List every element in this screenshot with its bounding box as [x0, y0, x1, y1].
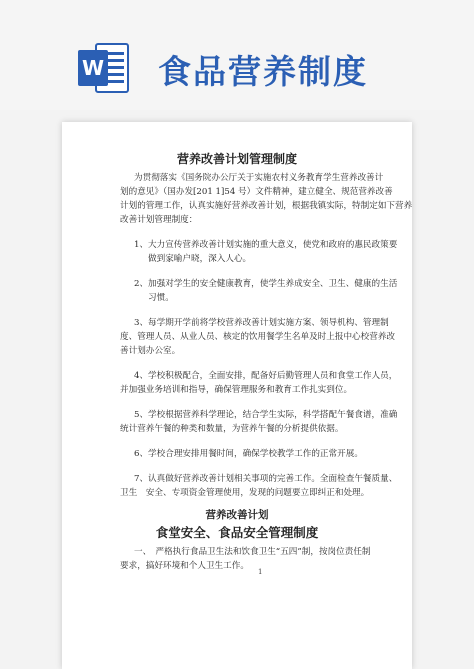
document-page — [62, 122, 412, 669]
paragraph-line: 划的意见》（国办发[201 1]54 号）文件精神，建立健全、规范营养改善 — [120, 187, 393, 197]
paragraph-line: 统计营养午餐的种类和数量，为营养午餐的分析提供依据。 — [120, 424, 344, 434]
paragraph-line: 习惯。 — [148, 293, 174, 303]
section-title: 营养改善计划 — [205, 509, 269, 521]
paragraph-line: 2、加强对学生的安全健康教育，使学生养成安全、卫生、健康的生活 — [134, 279, 398, 289]
paragraph-line: 度、管理人员、从业人员、核定的饮用餐学生名单及时上报中心校营养改 — [120, 332, 396, 342]
paragraph-line: 卫生 安全、专项资金管理使用，发现的问题要立即纠正和处理。 — [120, 488, 370, 498]
banner — [0, 0, 474, 110]
paragraph-line: 5、学校根据营养科学理论，结合学生实际，科学搭配午餐食谱，准确 — [134, 410, 398, 420]
paragraph-line: 做到家喻户晓，深入人心。 — [148, 254, 252, 264]
paragraph-line: 6、学校合理安排用餐时间，确保学校教学工作的正常开展。 — [134, 449, 363, 459]
paragraph-line: 3、每学期开学前将学校营养改善计划实施方案、领导机构、管理制 — [134, 318, 389, 328]
paragraph-line: 善计划办公室。 — [120, 346, 181, 356]
banner-title: 食品营养制度 — [158, 52, 368, 91]
svg-text:W: W — [81, 56, 105, 80]
paragraph-line: 计划的管理工作，认真实施好营养改善计划，根据我镇实际，特制定如下营养 — [120, 201, 412, 211]
document-title: 营养改善计划管理制度 — [176, 152, 297, 166]
paragraph-line: 改善计划管理制度： — [120, 215, 198, 225]
paragraph-line: 要求，搞好环境和个人卫生工作。 — [120, 561, 249, 571]
word-document-icon — [76, 40, 132, 96]
page-number: 1 — [258, 568, 263, 576]
paragraph-line: 为贯彻落实《国务院办公厅关于实施农村义务教育学生营养改善计 — [134, 173, 384, 183]
paragraph-line: 1、大力宣传营养改善计划实施的重大意义，使党和政府的惠民政策要 — [134, 240, 398, 250]
paragraph-line: 并加强业务培训和指导，确保管理服务和教育工作扎实到位。 — [120, 385, 353, 395]
section-title-main: 食堂安全、食品安全管理制度 — [155, 525, 319, 540]
paragraph-line: 7、认真做好营养改善计划相关事项的完善工作。全面检查午餐质量、 — [134, 474, 398, 484]
paragraph-line: 4、学校积极配合，全面安排，配备好后勤管理人员和食堂工作人员， — [134, 371, 398, 381]
paragraph-line: 一、 严格执行食品卫生法和饮食卫生“五四”制，按岗位责任制 — [134, 547, 371, 557]
